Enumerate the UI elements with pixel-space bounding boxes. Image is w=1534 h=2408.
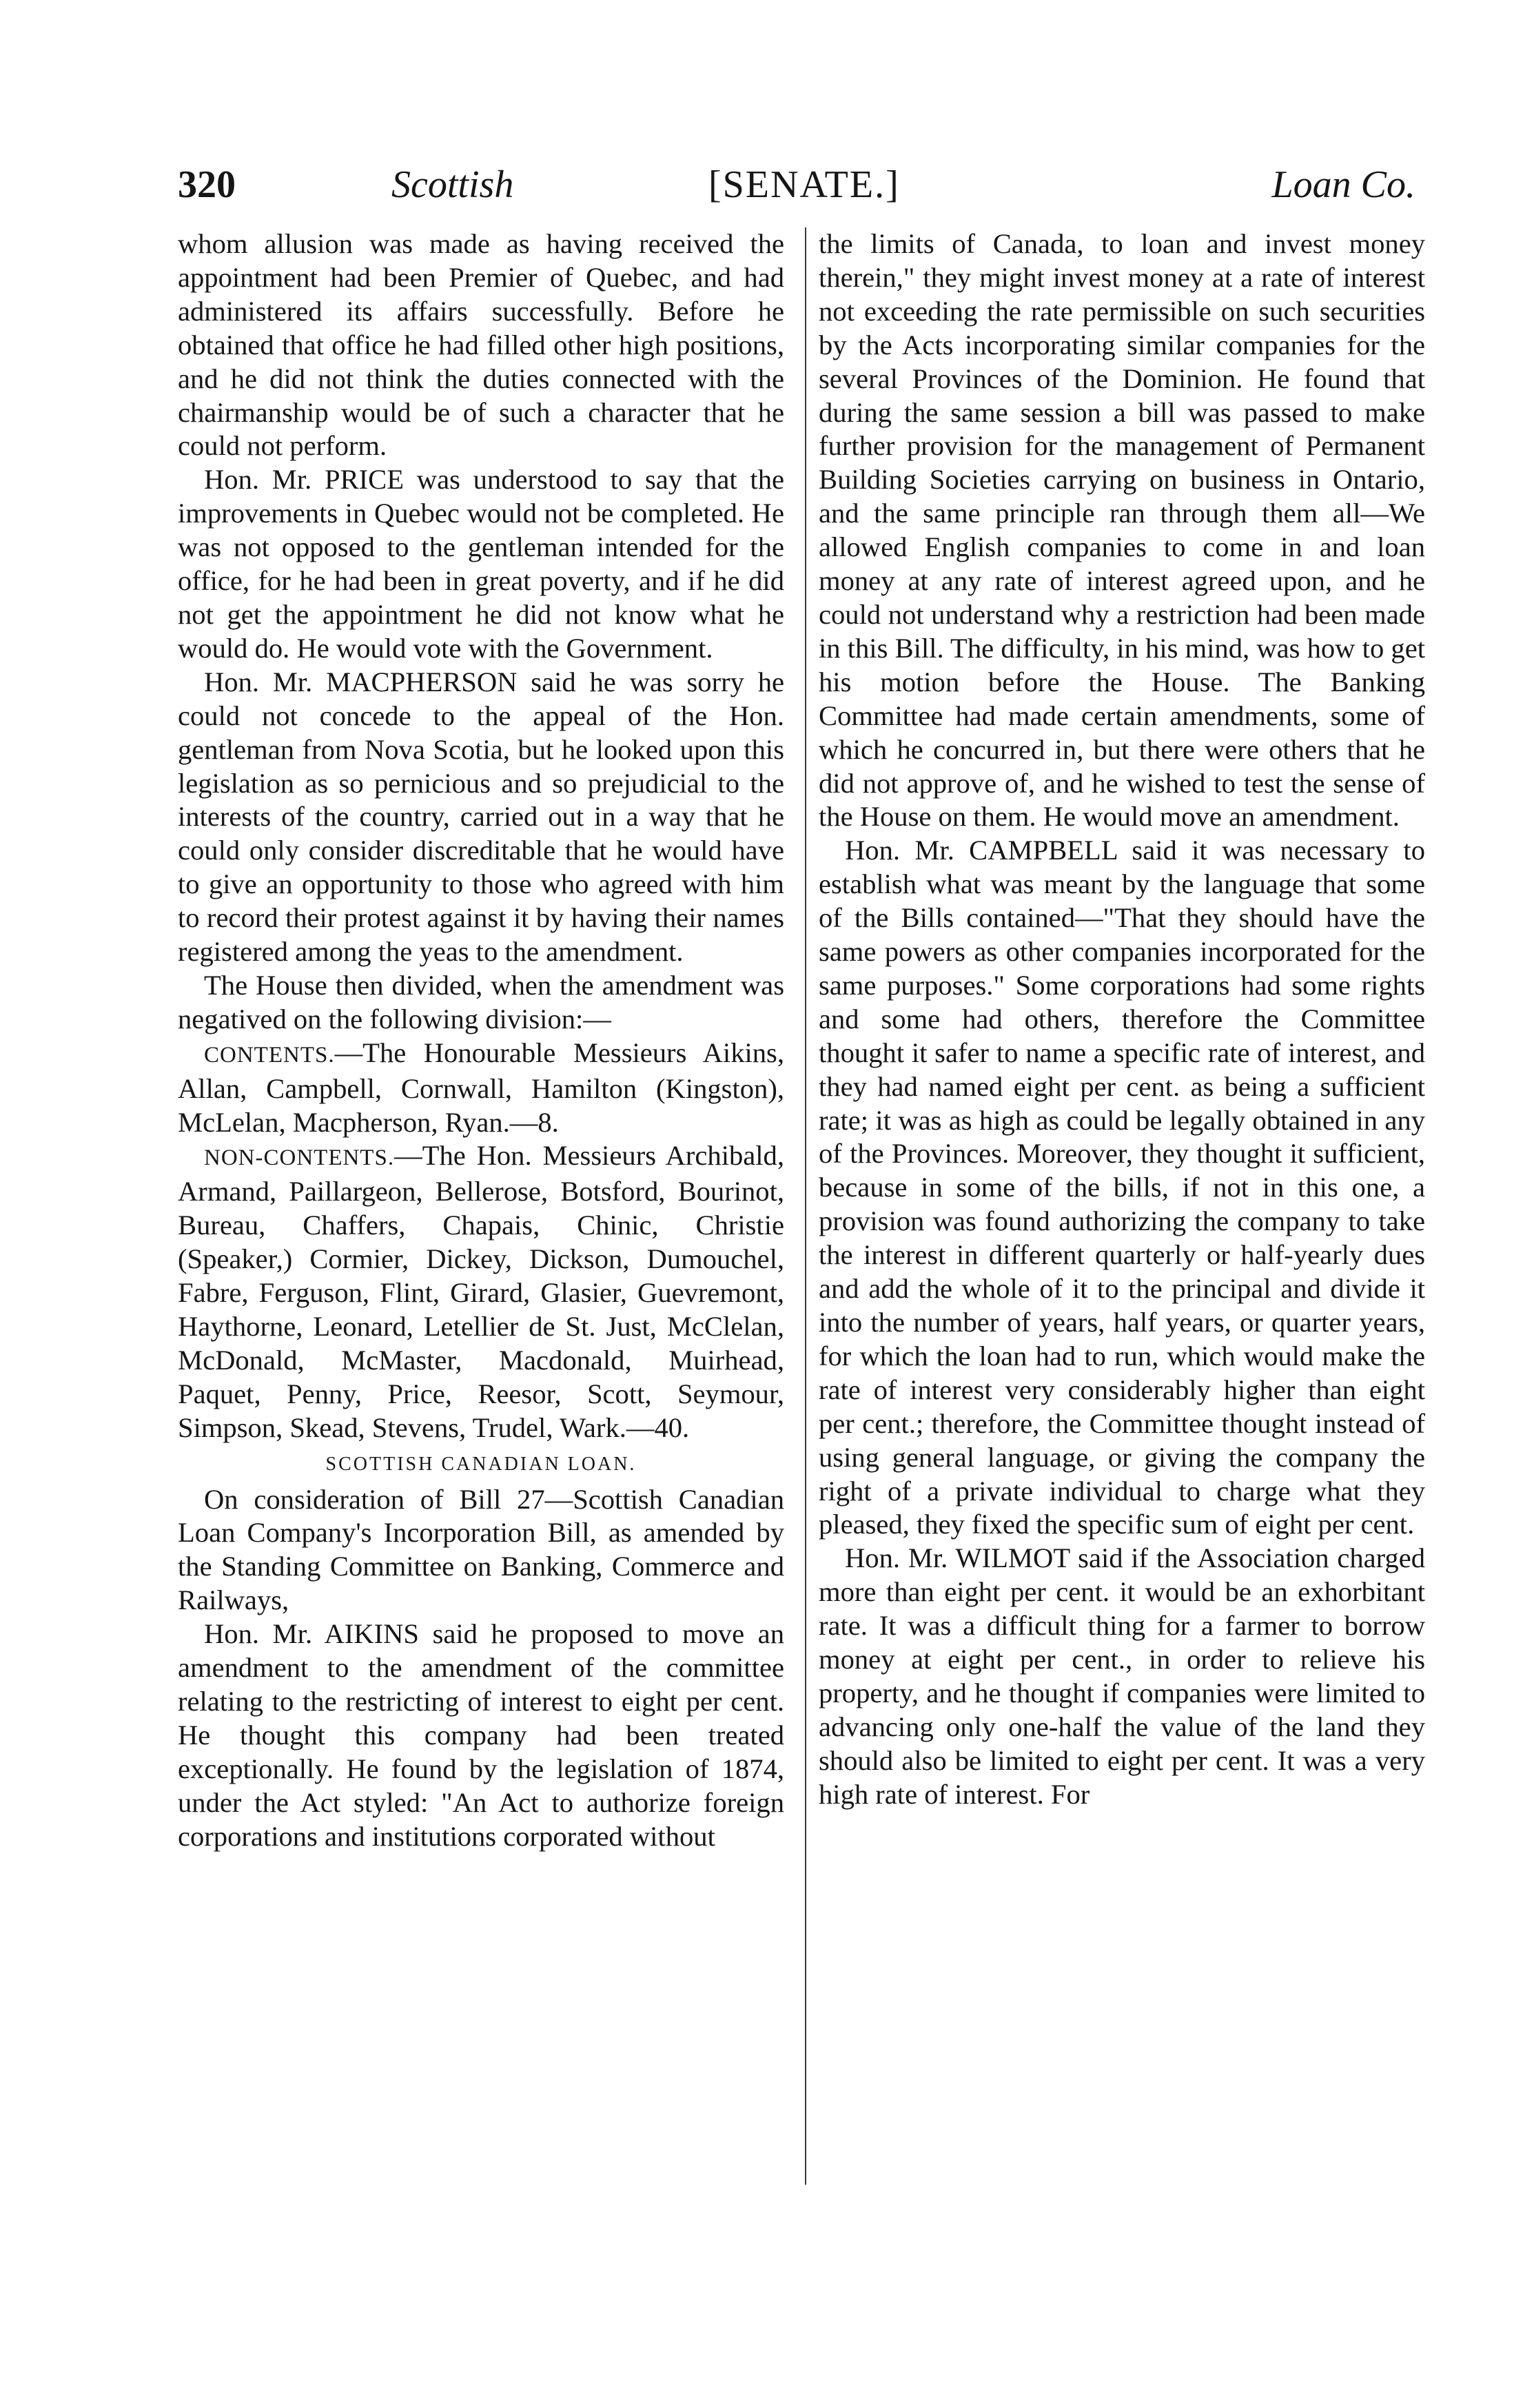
speaker-name: Hon. Mr. WILMOT	[845, 1542, 1070, 1574]
speaker-name: Hon. Mr. MACPHERSON	[204, 666, 518, 697]
section-heading: SCOTTISH CANADIAN LOAN.	[325, 1453, 637, 1475]
division-names: —The Honourable Messieurs Aikins, Allan, Campbell, Cornwall, Hamilton (Kingston), McLelan, Macpherson, Ryan.—8.	[178, 1037, 784, 1138]
speech-text: said he proposed to move an amendment to the amendment of the committee relating to the restricting of interest to eight per cent. He thought this company had been treated exceptionally. He found by the legislation of 1874, under the Act styled: "An Act to authorize foreign corporations and institutions corporated without	[178, 1618, 784, 1852]
speech-paragraph	[178, 1618, 784, 1853]
running-title-right: Loan Co.	[1271, 163, 1415, 206]
division-label: NON-CONTENTS.	[204, 1145, 395, 1171]
division-names: —The Hon. Messieurs Archibald, Armand, Paillargeon, Bellerose, Botsford, Bourinot, Bureau, Chaffers, Chapais, Chinic, Christie (Speaker,) Cormier, Dickey, Dickson, Dumouchel, Fabre, Ferguson, Flint, Girard, Glasier, Guevremont, Haythorne, Leonard, Letellier de St. Just, McClelan, McDonald, McMaster, Macdonald, Muirhead, Paquet, Penny, Price, Reesor, Scott, Seymour, Simpson, Skead, Stevens, Trudel, Wark.—40.	[178, 1140, 784, 1443]
speech-paragraph	[178, 666, 784, 969]
paragraph	[819, 227, 1425, 834]
page-header	[178, 157, 1436, 212]
division-list	[178, 1037, 784, 1140]
running-title-center: [SENATE.]	[708, 163, 900, 206]
column-divider	[805, 227, 806, 2185]
paragraph	[178, 969, 784, 1037]
speech-text: said if the Association charged more than eight per cent. it would be an exhorbitant rate. It was a difficult thing for a farmer to borrow money at eight per cent., in order to relieve his property, and he thought if companies were limited to advancing only one-half the value of the land they should also be limited to eight per cent. It was a very high rate of interest. For	[819, 1542, 1425, 1810]
page-number: 320	[178, 163, 236, 206]
speaker-name: Hon. Mr. AIKINS	[204, 1618, 419, 1650]
paragraph-text: On consideration of Bill 27—Scottish Canadian Loan Company's Incorporation Bill, as amended by the Standing Committee on Banking, Commerce and Railways,	[178, 1483, 784, 1616]
speech-paragraph	[819, 834, 1425, 1542]
running-title-left: Scottish	[391, 163, 514, 206]
speech-text: said it was necessary to establish what was meant by the language that some of the Bills contained—"That they should have the same powers as other companies incorporated for the same purposes." Some corporations had some rights and some had others, therefore the Committee thought it safer to name a specific rate of interest, and they had named eight per cent. as being a sufficient rate; it was as high as could be legally obtained in any of the Provinces. Moreover, they thought it sufficient, because in some of the bills, if not in this one, a provision was found authorizing the company to take the interest in different quarterly or half-yearly dues and add the whole of it to the principal and divide it into the number of years, half years, or quarter years, for which the loan had to run, which would make the rate of interest very considerably higher than eight per cent.; therefore, the Committee thought instead of using general language, or giving the company the right of a private individual to charge what they pleased, they fixed the specific sum of eight per cent.	[819, 835, 1425, 1540]
paragraph-text: the limits of Canada, to loan and invest money therein," they might invest money at a rate of interest not exceeding the rate permissible on such securities by the Acts incorporating similar companies for the several Provinces of the Dominion. He found that during the same session a bill was passed to make further provision for the management of Permanent Building Societies carrying on business in Ontario, and the same principle ran through them all—We allowed English companies to come in and loan money at any rate of interest agreed upon, and he could not understand why a restriction had been made in this Bill. The difficulty, in his mind, was how to get his motion before the House. The Banking Committee had made certain amendments, some of which he concurred in, but there were others that he did not approve of, and he wished to test the sense of the House on them. He would move an amendment.	[819, 228, 1425, 833]
paragraph-text: whom allusion was made as having received the appointment had been Premier of Quebec, and had administered its affairs successfully. Before he obtained that office he had filled other high positions, and he did not think the duties connected with the chairmanship would be of such a character that he could not perform.	[178, 228, 784, 462]
division-list	[178, 1139, 784, 1445]
paragraph	[178, 1483, 784, 1618]
speech-text: was understood to say that the improvements in Quebec would not be completed. He was not opposed to the gentleman intended for the office, for he had been in great poverty, and if he did not get the appointment he did not know what he would do. He would vote with the Government.	[178, 464, 784, 664]
paragraph	[178, 227, 784, 463]
speech-paragraph	[178, 463, 784, 665]
speech-paragraph	[819, 1542, 1425, 1811]
right-column	[819, 227, 1425, 1812]
speaker-name: Hon. Mr. CAMPBELL	[845, 835, 1118, 866]
left-column	[178, 227, 784, 1854]
division-label: CONTENTS.	[204, 1042, 335, 1068]
paragraph-text: The House then divided, when the amendment was negatived on the following division:—	[178, 969, 784, 1034]
speech-text: said he was sorry he could not concede to the appeal of the Hon. gentleman from Nova Scotia, but he looked upon this legislation as so pernicious and so prejudicial to the interests of the country, carried out in a way that he could only consider discreditable that he would have to give an opportunity to those who agreed with him to record their protest against it by having their names registered among the yeas to the amendment.	[178, 666, 784, 968]
speaker-name: Hon. Mr. PRICE	[204, 464, 405, 496]
